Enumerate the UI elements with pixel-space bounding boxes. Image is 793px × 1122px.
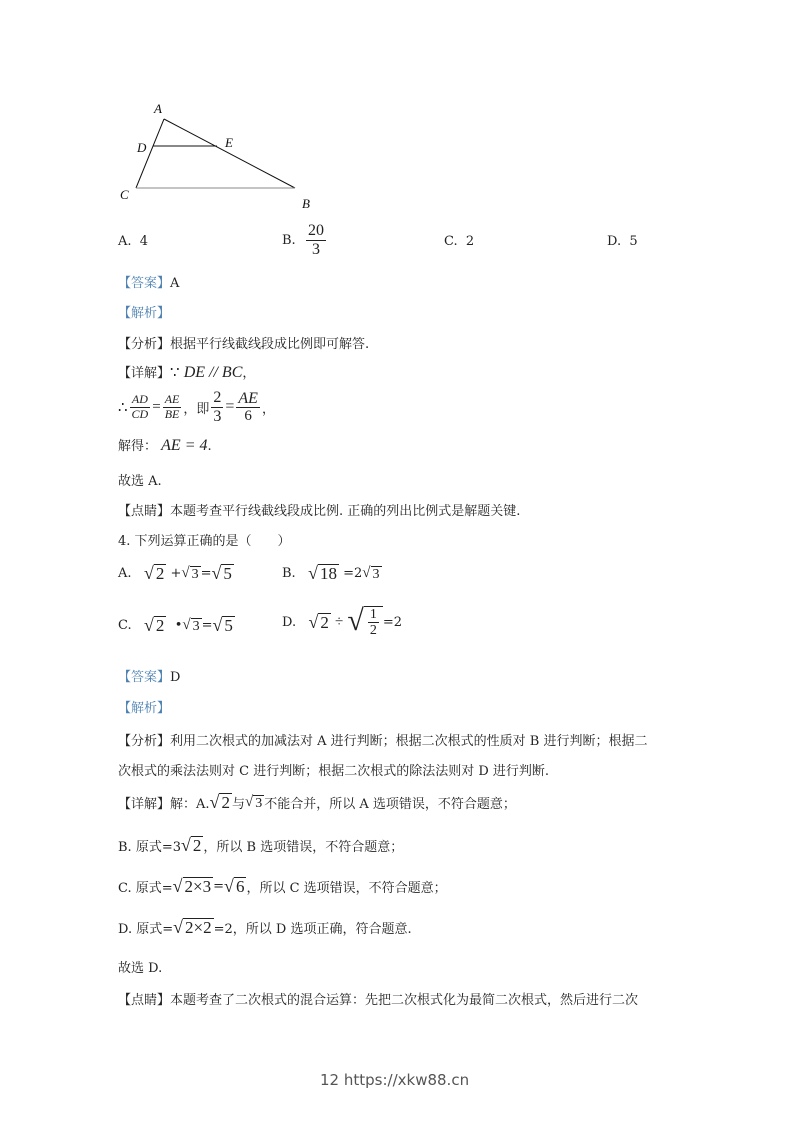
label-a: A	[154, 101, 162, 116]
q4-xiangjie-c: C. 原式= √ 2×3 = √ 6 ，所以 C 选项错误，不符合题意；	[118, 876, 447, 897]
label-c: C	[120, 187, 129, 202]
q4-xiangjie-d: D. 原式= √ 2×2 =2，所以 D 选项正确，符合题意.	[118, 917, 412, 938]
q4-xiangjie-a: 【详解】 解：A. √ 2 与 √ 3 不能合并，所以 A 选项错误，不符合题意；	[118, 792, 516, 813]
triangle-figure	[110, 95, 330, 215]
q4-option-b: B. √ 18 =2 √ 3	[282, 563, 380, 583]
fenxi-label: 【分析】	[118, 337, 171, 352]
footer-url[interactable]: https://xkw88.cn	[343, 1071, 470, 1089]
q3-option-b: B. $\frac{20}{3}$	[282, 222, 324, 258]
q3-option-d: D. 5	[607, 234, 638, 249]
q4-xiangjie-b: B. 原式=3 √ 2 ，所以 B 选项错误，不符合题意；	[118, 835, 404, 856]
q3-option-a: A. 4	[118, 234, 149, 249]
q4-analysis-label: 【解析】	[118, 701, 171, 716]
q4-option-c: C. √ 2 • √ 3 = √ 5	[118, 615, 233, 635]
answer-value: A	[170, 276, 180, 291]
page-number: 12	[320, 1071, 340, 1089]
q3-xiangjie: 【详解】∵ DE // BC，	[118, 364, 256, 381]
q4-fenxi-line2: 次根式的乘法法则对 C 进行判断；根据二次根式的除法法则对 D 进行判断.	[118, 764, 550, 779]
q3-choose: 故选 A.	[118, 474, 162, 489]
q4-dianjing: 【点睛】本题考查了二次根式的混合运算：先把二次根式化为最简二次根式，然后进行二次	[118, 993, 639, 1008]
page-footer	[320, 1071, 469, 1089]
q4-option-d: D. √ 2 ÷ √ $\frac{1}{2}$ =2	[282, 604, 403, 639]
q3-proportion: ∴ $\frac{AD}{CD}$ = $\frac{AE}{BE}$ ，即 $\frac{2}{3}$ = $\frac{AE}{6}$ ，	[118, 389, 275, 425]
fenxi-text: 根据平行线截线段成比例即可解答.	[170, 337, 370, 352]
q3-analysis-label: 【解析】	[118, 306, 171, 321]
q3-fenxi	[118, 333, 369, 352]
q4-choose: 故选 D.	[118, 961, 163, 976]
q3-solve: 解得： AE = 4.	[118, 437, 212, 454]
q3-dianjing: 【点睛】本题考查平行线截线段成比例. 正确的列出比例式是解题关键.	[118, 504, 521, 519]
label-b: B	[302, 196, 310, 211]
q4-stem: 4. 下列运算正确的是（ ）	[118, 534, 291, 549]
label-d: D	[137, 140, 147, 155]
label-e: E	[225, 135, 233, 150]
q4-answer: 【答案】D	[118, 670, 181, 685]
fraction: $\frac{20}{3}$	[307, 222, 324, 258]
q3-option-c: C. 2	[444, 234, 475, 249]
answer-label: 【答案】	[118, 276, 171, 291]
q4-option-a: A. √ 2 + √ 3 = √ 5	[118, 563, 232, 583]
q3-answer	[118, 272, 179, 291]
q4-fenxi-line1: 【分析】利用二次根式的加减法对 A 进行判断；根据二次根式的性质对 B 进行判断；根据二	[118, 734, 648, 749]
